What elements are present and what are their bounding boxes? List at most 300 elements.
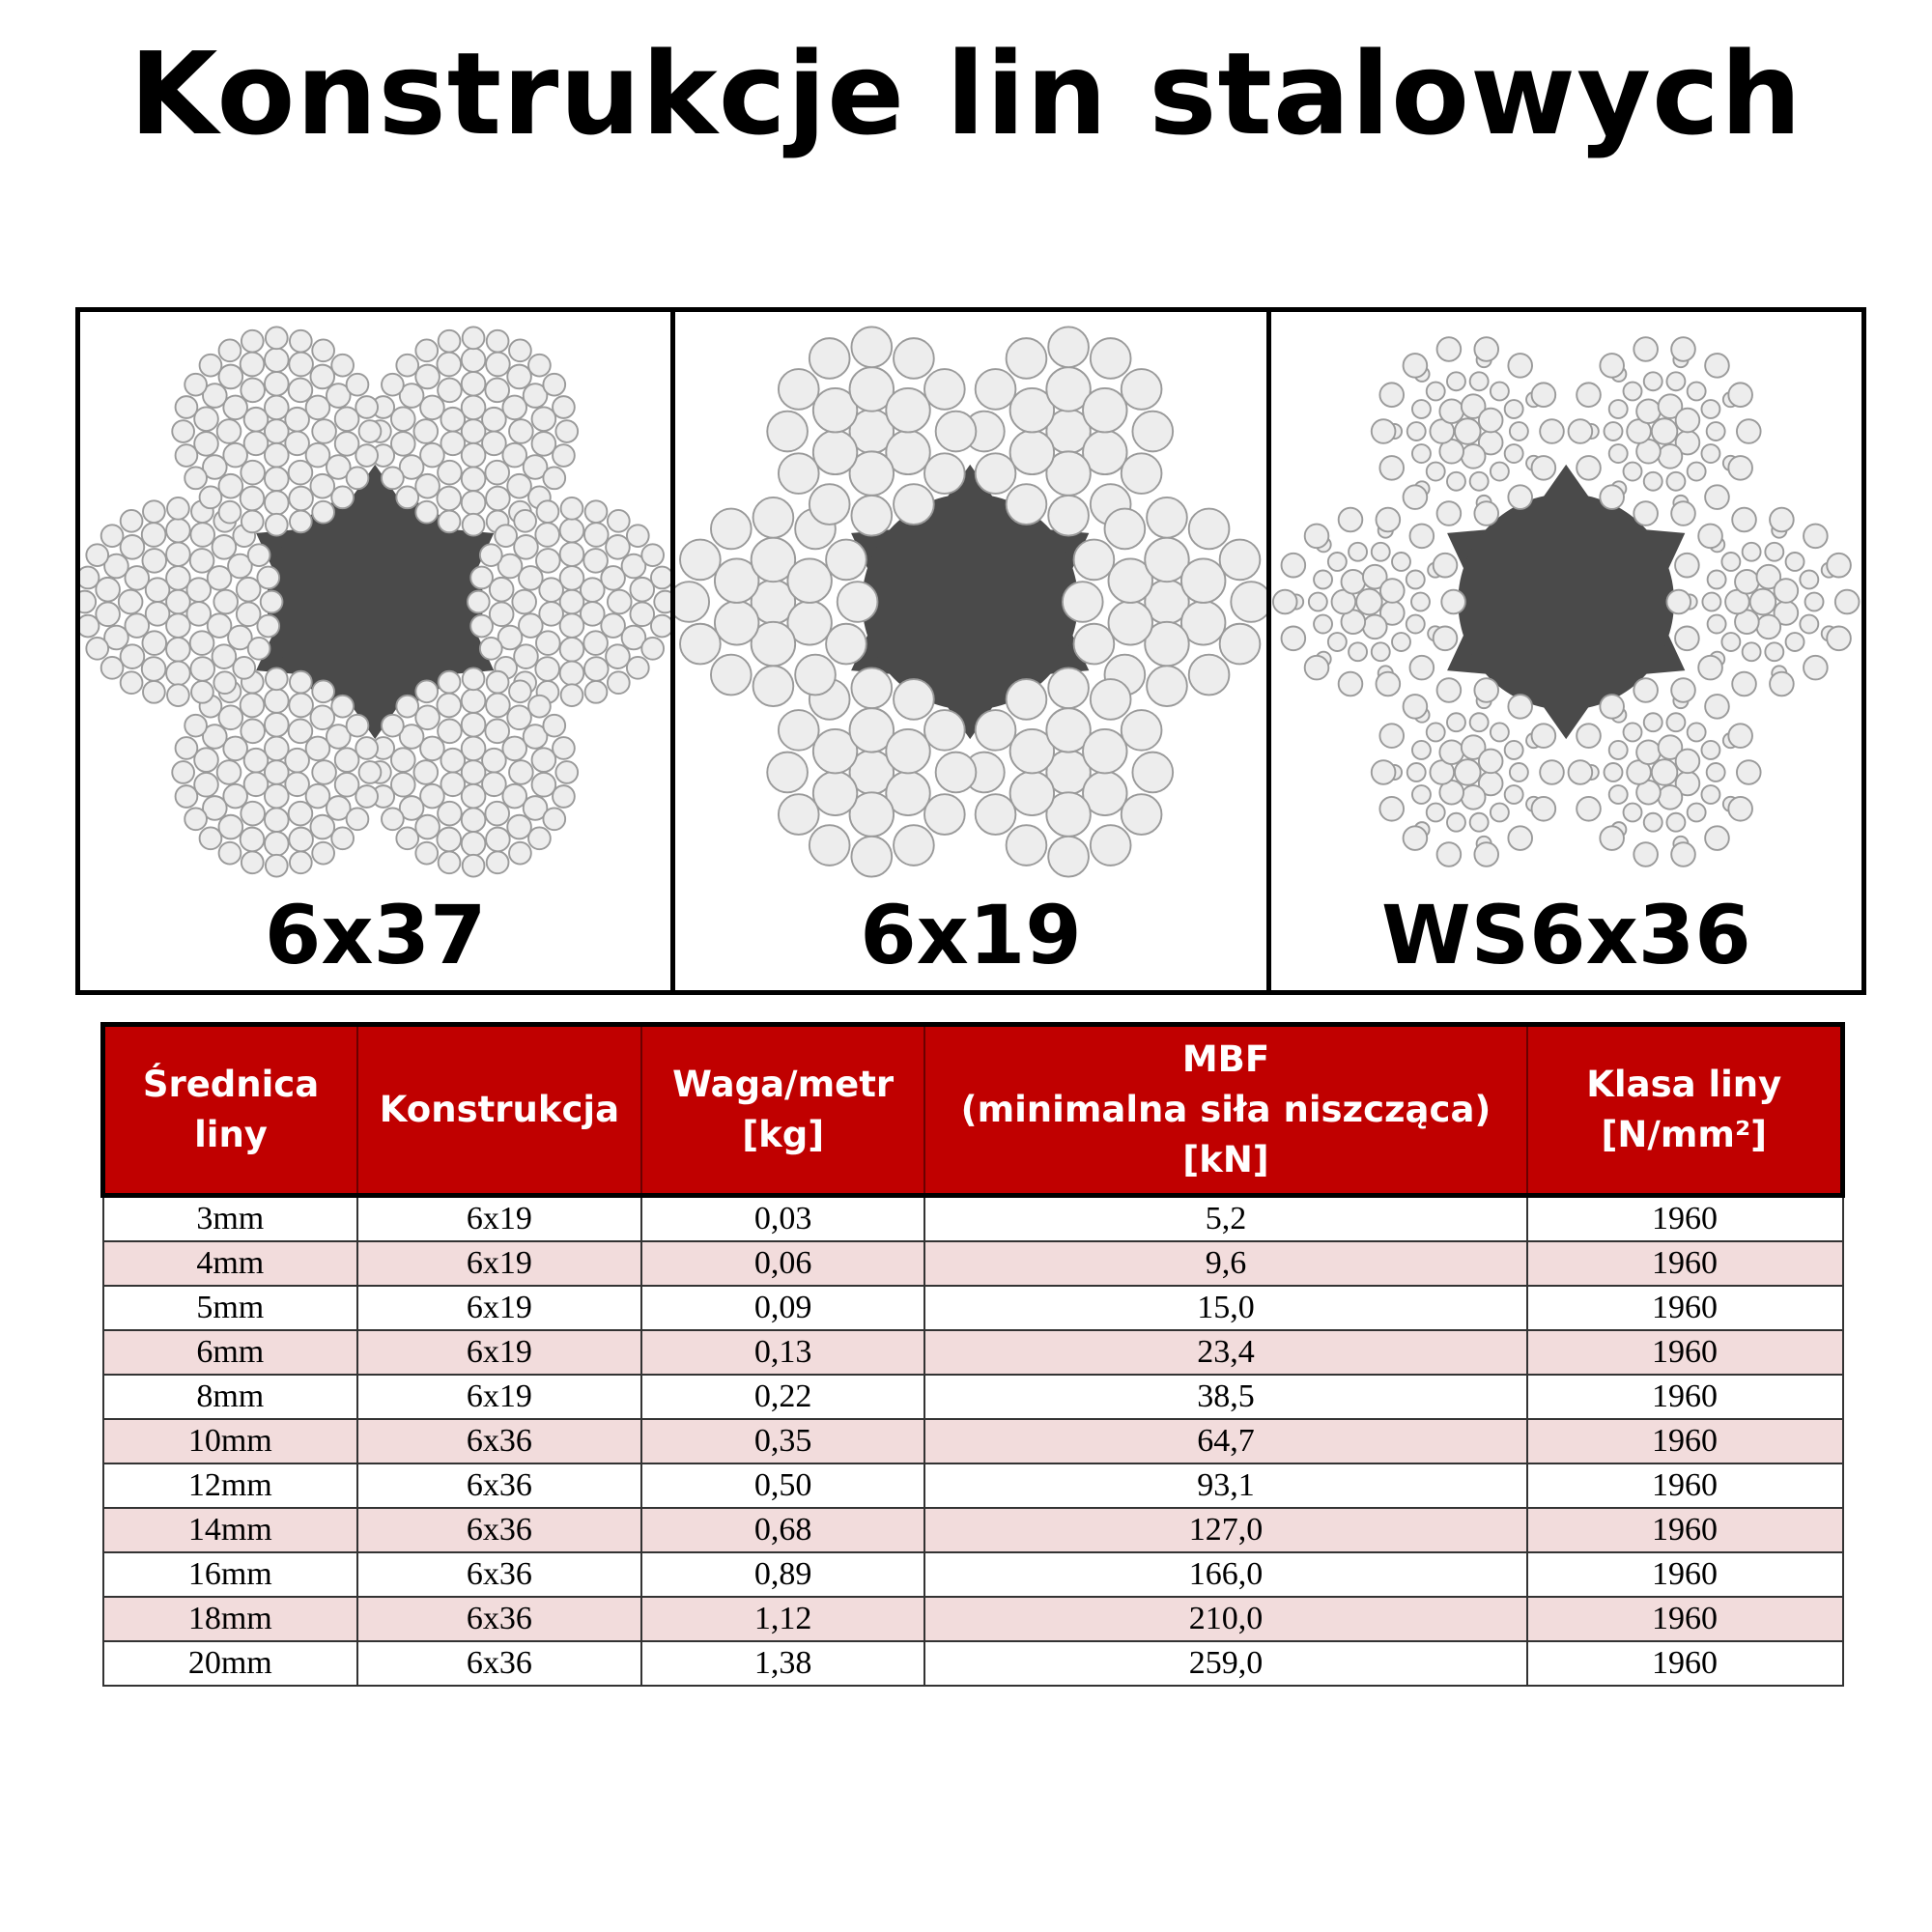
rope-wire: [485, 461, 509, 485]
rope-strand: [675, 497, 877, 706]
rope-wire: [1636, 399, 1661, 423]
rope-wire: [462, 491, 486, 515]
rope-wire: [194, 407, 218, 431]
rope-wire: [1765, 543, 1783, 561]
rope-wire: [936, 412, 977, 452]
rope-wire: [213, 590, 238, 614]
rope-wire: [1643, 813, 1662, 832]
cell-weight: 0,09: [641, 1286, 925, 1330]
rope-wire: [1742, 543, 1760, 561]
rope-wire: [166, 662, 190, 686]
rope-wire: [1049, 327, 1090, 367]
rope-wire: [514, 535, 538, 559]
rope-wire: [1122, 453, 1162, 494]
rope-wire: [1706, 763, 1724, 781]
table-row: [103, 1419, 1843, 1463]
rope-wire: [627, 525, 649, 547]
rope-wire: [1412, 444, 1431, 463]
rope-wire: [415, 680, 438, 702]
rope-wire: [1732, 672, 1756, 696]
rope-wire: [1328, 553, 1347, 571]
rope-wire: [887, 388, 930, 432]
rope-wire: [1105, 509, 1146, 550]
rope-wire: [887, 729, 930, 773]
rope-wire: [1604, 422, 1622, 440]
rope-wire: [1189, 509, 1230, 550]
rope-wire: [413, 760, 438, 784]
rope-wire: [826, 540, 867, 581]
cell-diameter: 18mm: [103, 1597, 358, 1641]
rope-wire: [185, 715, 207, 737]
rope-wire: [1508, 695, 1532, 719]
rope-wire: [462, 808, 486, 832]
rope-wire: [1577, 724, 1601, 748]
header-diameter: Średnica liny: [103, 1025, 358, 1196]
rope-wire: [1356, 589, 1382, 615]
rope-wire: [1785, 553, 1804, 571]
rope-wire: [312, 419, 336, 443]
rope-wire: [1531, 724, 1555, 748]
rope-wire: [1510, 763, 1528, 781]
rope-wire: [852, 837, 893, 877]
rope-wire: [779, 453, 819, 494]
table-row: [103, 1508, 1843, 1552]
rope-wire: [584, 523, 609, 547]
rope-wire: [1491, 723, 1509, 741]
rope-wire: [654, 591, 670, 613]
rope-wire: [1728, 797, 1752, 821]
rope-wire: [331, 827, 354, 849]
rope-wire: [265, 808, 289, 832]
rope-wire: [1707, 570, 1725, 588]
rope-wire: [200, 486, 222, 508]
rope-wire: [1804, 525, 1828, 549]
rope-wire: [509, 842, 531, 865]
rope-wire: [1804, 593, 1823, 611]
rope-wire: [585, 500, 608, 523]
rope-wire: [1504, 785, 1522, 804]
rope-wire: [331, 355, 354, 377]
rope-wire: [331, 486, 354, 508]
rope-wire: [290, 851, 312, 873]
rope-wire: [936, 753, 977, 793]
rope-wire: [1379, 383, 1404, 407]
cell-diameter: 12mm: [103, 1463, 358, 1508]
rope-wire: [261, 591, 283, 613]
rope-wire: [606, 535, 630, 559]
rope-wire: [1083, 729, 1126, 773]
rope-wire: [438, 461, 462, 485]
rope-wire: [1392, 633, 1410, 651]
rope-wire: [347, 808, 369, 830]
rope-wire: [976, 453, 1016, 494]
rope-wire: [213, 535, 237, 559]
cell-mbf: 166,0: [924, 1552, 1526, 1597]
rope-cross-section-6x37-icon: [80, 312, 670, 892]
rope-wire: [142, 549, 166, 573]
rope-wire: [1363, 615, 1387, 639]
rope-wire: [1600, 695, 1624, 719]
rope-wire: [1800, 615, 1818, 634]
rope-wire: [813, 772, 857, 815]
rope-strand: [1666, 508, 1859, 696]
rope-wire: [1409, 656, 1434, 680]
rope-wire: [248, 544, 270, 566]
rope-wire: [536, 549, 560, 573]
rope-wire: [1707, 615, 1725, 634]
rope-wire: [218, 474, 242, 498]
rope-wire: [415, 339, 438, 361]
rope-wire: [1634, 337, 1658, 361]
rope-wire: [535, 657, 559, 681]
rope-wire: [470, 615, 493, 638]
rope-wire: [894, 338, 934, 379]
table-row: [103, 1286, 1843, 1330]
cell-diameter: 6mm: [103, 1330, 358, 1375]
rope-wire: [290, 330, 312, 353]
rope-wire: [1441, 590, 1465, 614]
rope-wire: [1508, 826, 1532, 850]
rope-wire: [1469, 372, 1488, 390]
rope-wire: [779, 369, 819, 410]
rope-wire: [347, 467, 369, 489]
rope-wire: [310, 474, 334, 498]
rope-wire: [289, 353, 313, 377]
rope-wire: [838, 582, 878, 622]
rope-wire: [537, 500, 559, 523]
rope-wire: [583, 631, 608, 655]
cell-construction: 6x36: [357, 1419, 641, 1463]
rope-wire: [490, 578, 514, 602]
rope-wire: [1504, 400, 1522, 418]
rope-wire: [1122, 369, 1162, 410]
rope-wire: [627, 657, 649, 679]
rope-wire: [495, 525, 517, 547]
rope-wire: [813, 431, 857, 474]
rope-wire: [219, 501, 242, 524]
cell-class: 1960: [1527, 1375, 1843, 1419]
rope-wire: [532, 407, 556, 431]
rope-wire: [894, 679, 934, 720]
rope-wire: [1504, 444, 1522, 463]
rope-wire: [1770, 508, 1794, 532]
cell-weight: 0,89: [641, 1552, 925, 1597]
rope-wire: [1406, 763, 1425, 781]
rope-wire: [242, 330, 264, 353]
rope-wire: [438, 802, 462, 826]
rope-wire: [535, 523, 559, 547]
rope-wire: [396, 355, 418, 377]
rope-wire: [310, 705, 334, 729]
rope-wire: [194, 432, 218, 456]
rope-wire: [1577, 797, 1601, 821]
rope-wire: [1091, 338, 1131, 379]
rope-wire: [1608, 785, 1627, 804]
rope-wire: [1666, 372, 1685, 390]
rope-wire: [528, 696, 551, 718]
rope-wire: [1447, 713, 1465, 731]
rope-wire: [101, 657, 124, 679]
rope-wire: [200, 827, 222, 849]
rope-wire: [172, 420, 194, 442]
rope-wire: [1220, 624, 1261, 665]
rope-wire: [486, 487, 510, 511]
rope-wire: [711, 655, 752, 696]
rope-wire: [335, 432, 359, 456]
rope-wire: [463, 855, 485, 877]
cell-weight: 0,50: [641, 1463, 925, 1508]
rope-wire: [1371, 543, 1389, 561]
rope-wire: [509, 339, 531, 361]
rope-wire: [1705, 695, 1729, 719]
rope-wire: [382, 808, 404, 830]
cell-construction: 6x36: [357, 1552, 641, 1597]
table-header-row: [103, 1025, 1843, 1196]
rope-wire: [514, 510, 536, 532]
rope-wire: [96, 602, 120, 626]
rope-wire: [335, 748, 359, 772]
rope-wire: [1732, 508, 1756, 532]
cell-mbf: 9,6: [924, 1241, 1526, 1286]
rope-wire: [166, 519, 190, 543]
rope-wire: [1304, 656, 1328, 680]
cell-diameter: 5mm: [103, 1286, 358, 1330]
rope-wire: [1412, 400, 1431, 418]
rope-core: [863, 494, 1079, 710]
rope-wire: [1756, 615, 1780, 639]
rope-wire: [266, 514, 288, 536]
rope-wire: [1455, 418, 1481, 444]
rope-wire: [143, 681, 165, 703]
rope-wire: [487, 851, 509, 873]
page-title: Konstrukcje lin stalowych: [129, 27, 1803, 160]
rope-wire: [289, 802, 313, 826]
rope-wire: [1687, 383, 1705, 401]
rope-wire: [561, 684, 583, 706]
rope-wire: [219, 339, 242, 361]
rope-strand: [1371, 678, 1563, 867]
rope-wire: [532, 748, 556, 772]
rope-wire: [241, 828, 265, 852]
rope-wire: [1666, 472, 1685, 491]
rope-wire: [680, 540, 721, 581]
cell-class: 1960: [1527, 1330, 1843, 1375]
rope-wire: [176, 737, 198, 759]
rope-wire: [1074, 540, 1115, 581]
rope-wire: [1063, 582, 1103, 622]
rope-wire: [560, 662, 584, 686]
rope-wire: [543, 715, 565, 737]
rope-wire: [289, 828, 313, 852]
cell-mbf: 23,4: [924, 1330, 1526, 1375]
rope-wire: [924, 453, 965, 494]
rope-wire: [167, 684, 189, 706]
rope-wire: [485, 720, 509, 744]
cell-class: 1960: [1527, 1241, 1843, 1286]
rope-wire: [1735, 570, 1759, 594]
rope-wire: [485, 379, 509, 403]
table-row: [103, 1597, 1843, 1641]
rope-wire: [976, 710, 1016, 751]
rope-wire: [1474, 501, 1498, 526]
rope-wire: [1634, 501, 1658, 526]
rope-wire: [463, 327, 485, 349]
rope-wire: [528, 827, 551, 849]
rope-wire: [553, 396, 575, 418]
rope-wire: [1220, 540, 1261, 581]
rope-wire: [1568, 419, 1592, 443]
rope-wire: [1636, 740, 1661, 764]
rope-wire: [1804, 656, 1828, 680]
rope-wire: [1147, 666, 1187, 706]
rope-wire: [976, 369, 1016, 410]
cell-mbf: 64,7: [924, 1419, 1526, 1463]
rope-wire: [1232, 582, 1266, 622]
rope-wire: [1181, 558, 1225, 602]
rope-wire: [312, 501, 334, 524]
rope-wire: [795, 655, 836, 696]
cell-diameter: 16mm: [103, 1552, 358, 1597]
rope-wire: [1371, 419, 1395, 443]
rope-wire: [190, 657, 214, 681]
rope-wire: [1479, 750, 1503, 774]
rope-wire: [290, 511, 312, 533]
rope-wire: [852, 668, 893, 708]
rope-wire: [528, 355, 551, 377]
rope-wire: [1658, 444, 1682, 469]
rope-wire: [142, 523, 166, 547]
rope-wire: [1675, 409, 1699, 433]
rope-wire: [1010, 772, 1054, 815]
rope-wire: [976, 794, 1016, 835]
rope-wire: [543, 467, 565, 489]
rope-wire: [1827, 626, 1851, 650]
rope-wire: [1133, 412, 1174, 452]
rope-wire: [1147, 497, 1187, 538]
rope-wire: [257, 567, 279, 589]
rope-cross-section-6x19-icon: [675, 312, 1265, 892]
rope-wire: [1403, 826, 1427, 850]
rope-wire: [1742, 642, 1760, 661]
rope-wire: [359, 761, 382, 783]
rope-wire: [1666, 713, 1685, 731]
rope-wire: [1577, 383, 1601, 407]
cell-weight: 1,38: [641, 1641, 925, 1686]
rope-wire: [470, 567, 493, 589]
rope-wire: [462, 372, 486, 396]
cell-weight: 0,06: [641, 1241, 925, 1286]
rope-wire: [753, 666, 794, 706]
spec-table: [100, 1022, 1845, 1687]
rope-wire: [1380, 579, 1405, 603]
rope-wire: [1007, 825, 1047, 866]
cell-diameter: 8mm: [103, 1375, 358, 1419]
rope-wire: [241, 353, 265, 377]
rope-wire: [1007, 484, 1047, 525]
rope-wire: [1600, 485, 1624, 509]
rope-wire: [415, 815, 440, 839]
rope-wire: [630, 578, 654, 602]
rope-wire: [1800, 570, 1818, 588]
rope-strand: [1273, 508, 1465, 696]
rope-wire: [584, 657, 609, 681]
cell-construction: 6x36: [357, 1641, 641, 1686]
rope-wire: [487, 330, 509, 353]
rope-wire: [1531, 797, 1555, 821]
rope-wire: [391, 407, 415, 431]
rope-wire: [218, 815, 242, 839]
rope-wire: [1508, 485, 1532, 509]
rope-wire: [438, 720, 462, 744]
rope-wire: [1436, 337, 1461, 361]
rope-wire: [86, 544, 108, 566]
rope-wire: [1634, 678, 1658, 702]
rope-wire: [241, 802, 265, 826]
rope-wire: [347, 374, 369, 396]
rope-wire: [1133, 753, 1174, 793]
rope-wire: [1314, 615, 1332, 634]
rope-wire: [80, 567, 99, 589]
rope-wire: [1091, 825, 1131, 866]
rope-wire: [437, 487, 461, 511]
rope-wire: [507, 705, 531, 729]
rope-wire: [585, 681, 608, 703]
rope-wire: [1281, 554, 1305, 578]
rope-wire: [1403, 695, 1427, 719]
rope-wire: [1701, 444, 1719, 463]
rope-wire: [312, 680, 334, 702]
rope-wire: [1376, 672, 1400, 696]
cell-weight: 0,13: [641, 1330, 925, 1375]
rope-wire: [266, 668, 288, 690]
rope-wire: [248, 638, 270, 660]
rope-wire: [1474, 678, 1498, 702]
rope-strand: [1568, 678, 1760, 867]
rope-wire: [462, 348, 486, 372]
rope-wire: [241, 461, 265, 485]
rope-wire: [1474, 842, 1498, 867]
rope-wire: [121, 510, 143, 532]
rope-wire: [312, 339, 334, 361]
cell-mbf: 15,0: [924, 1286, 1526, 1330]
rope-wire: [185, 467, 207, 489]
rope-wire: [1122, 710, 1162, 751]
rope-wire: [415, 474, 440, 498]
cell-class: 1960: [1527, 1196, 1843, 1242]
rope-wire: [242, 851, 264, 873]
construction-label: 6x19: [860, 888, 1082, 982]
rope-wire: [415, 365, 440, 389]
rope-wire: [1706, 422, 1724, 440]
rope-wire: [1426, 463, 1444, 481]
rope-wire: [924, 369, 965, 410]
rope-wire: [1338, 508, 1362, 532]
rope-wire: [768, 412, 809, 452]
rope-wire: [715, 601, 758, 644]
rope-wire: [1491, 804, 1509, 822]
rope-wire: [289, 694, 313, 718]
rope-wire: [176, 396, 198, 418]
rope-wire: [1827, 554, 1851, 578]
rope-wire: [1304, 525, 1328, 549]
rope-wire: [1412, 785, 1431, 804]
rope-wire: [1426, 723, 1444, 741]
rope-wire: [1379, 797, 1404, 821]
rope-wire: [543, 808, 565, 830]
rope-wire: [312, 760, 336, 784]
rope-wire: [265, 832, 289, 856]
rope-wire: [1675, 750, 1699, 774]
